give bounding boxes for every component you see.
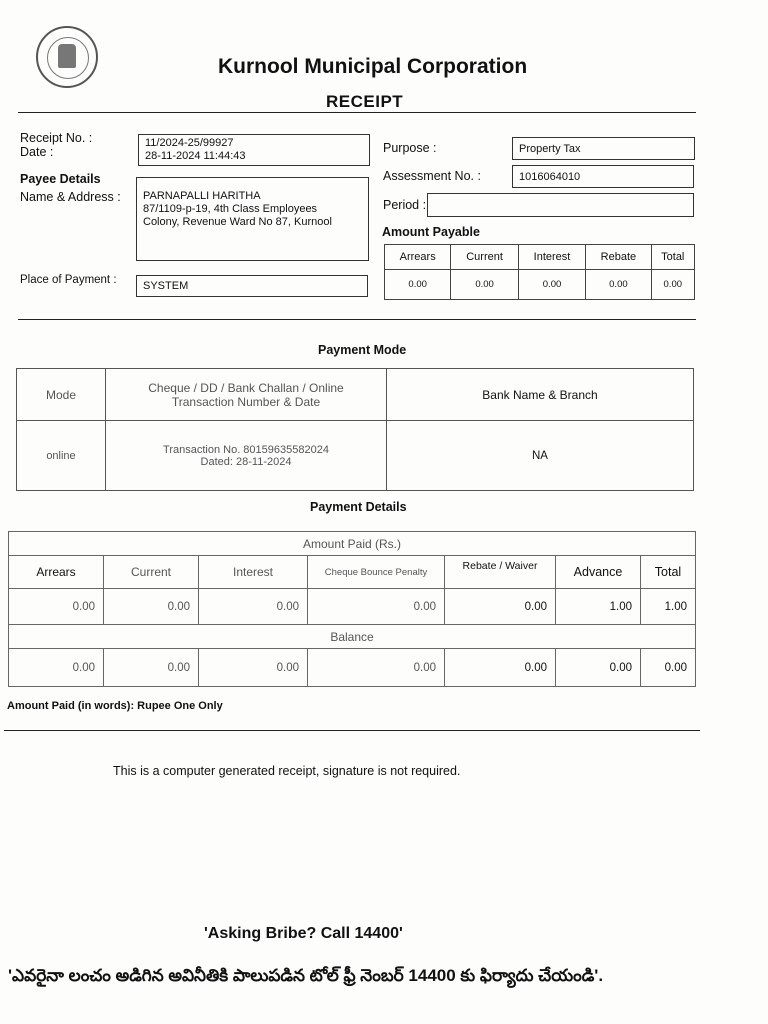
period-value <box>427 193 694 217</box>
ap-value: 0.00 <box>586 270 651 300</box>
txn-date: Dated: 28-11-2024 <box>200 455 292 468</box>
amount-paid-heading: Amount Paid (Rs.) <box>9 532 696 556</box>
balance-value: 0.00 <box>641 649 696 687</box>
computer-generated-note: This is a computer generated receipt, signature is not required. <box>113 764 461 778</box>
footer-divider <box>4 730 700 731</box>
purpose-label: Purpose : <box>383 141 437 155</box>
ap-header: Interest <box>518 245 585 270</box>
address-line-2: 87/1109-p-19, 4th Class Employees <box>143 203 318 215</box>
txn-header <box>106 369 387 421</box>
place-of-payment-value: SYSTEM <box>136 275 368 297</box>
payment-mode-heading: Payment Mode <box>318 343 407 357</box>
txn-header-line-1: Cheque / DD / Bank Challan / Online <box>148 380 344 395</box>
address-line-1: PARNAPALLI HARITHA <box>143 190 261 202</box>
payment-details-heading: Payment Details <box>310 500 407 514</box>
pd-header: Arrears <box>9 556 104 589</box>
amount-payable-header-row <box>385 245 695 270</box>
amount-payable-value-row <box>385 270 695 300</box>
anti-bribe-notice: 'Asking Bribe? Call 14400' <box>204 925 403 942</box>
ap-header: Arrears <box>385 245 451 270</box>
pd-header: Advance <box>556 556 641 589</box>
receipt-title: RECEIPT <box>326 92 404 111</box>
paid-value: 1.00 <box>556 589 641 625</box>
bank-header: Bank Name & Branch <box>387 369 694 421</box>
paid-value: 0.00 <box>199 589 308 625</box>
address-line-3: Colony, Revenue Ward No 87, Kurnool <box>143 216 332 228</box>
receipt-no-date-box <box>138 134 370 166</box>
amount-payable-heading: Amount Payable <box>382 225 480 239</box>
payment-mode-value-row <box>17 421 694 491</box>
corporation-seal <box>36 26 98 88</box>
ap-value: 0.00 <box>518 270 585 300</box>
balance-heading: Balance <box>9 625 696 649</box>
ap-header: Current <box>451 245 518 270</box>
txn-value <box>106 421 387 491</box>
balance-value: 0.00 <box>445 649 556 687</box>
bank-value: NA <box>387 421 694 491</box>
receipt-no-label: Receipt No. : <box>20 131 93 145</box>
assessment-no-label: Assessment No. : <box>383 169 481 183</box>
receipt-no-value: 11/2024-25/99927 <box>145 137 234 149</box>
paid-value: 1.00 <box>641 589 696 625</box>
section-divider <box>18 319 696 320</box>
anti-bribe-telugu-notice: 'ఎవరైనా లంచం అడిగిన అవినీతికి పాలుపడిన టోల్ ఫ్రీ నెంబర్ 14400 కు ఫిర్యాదు చేయండి'. <box>8 966 604 985</box>
payment-mode-header-row <box>17 369 694 421</box>
ap-header: Total <box>651 245 694 270</box>
ap-header: Rebate <box>586 245 651 270</box>
date-label: Date : <box>20 145 54 159</box>
balance-row <box>9 649 696 687</box>
pd-header: Cheque Bounce Penalty <box>308 556 445 589</box>
balance-value: 0.00 <box>104 649 199 687</box>
amount-paid-heading-row <box>9 532 696 556</box>
payment-details-header-row <box>9 556 696 589</box>
balance-value: 0.00 <box>199 649 308 687</box>
assessment-no-value: 1016064010 <box>512 165 694 188</box>
balance-value: 0.00 <box>556 649 641 687</box>
balance-heading-row <box>9 625 696 649</box>
txn-header-line-2: Transaction Number & Date <box>171 394 321 409</box>
payee-details-heading: Payee Details <box>20 172 101 186</box>
pd-header: Total <box>641 556 696 589</box>
amount-payable-table <box>384 244 695 300</box>
period-label: Period : <box>383 198 427 212</box>
amount-in-words: Amount Paid (in words): Rupee One Only <box>7 700 223 712</box>
txn-number: Transaction No. 80159635582024 <box>163 443 329 456</box>
balance-value: 0.00 <box>9 649 104 687</box>
org-title: Kurnool Municipal Corporation <box>218 55 528 78</box>
paid-value: 0.00 <box>9 589 104 625</box>
ap-value: 0.00 <box>385 270 451 300</box>
name-address-label: Name & Address : <box>20 190 121 204</box>
mode-value: online <box>17 421 106 491</box>
paid-value: 0.00 <box>445 589 556 625</box>
balance-value: 0.00 <box>308 649 445 687</box>
pd-header: Interest <box>199 556 308 589</box>
mode-header: Mode <box>17 369 106 421</box>
place-of-payment-label: Place of Payment : <box>20 274 117 286</box>
header-divider <box>18 112 696 113</box>
amount-paid-row <box>9 589 696 625</box>
paid-value: 0.00 <box>308 589 445 625</box>
pd-header: Rebate / Waiver <box>445 556 556 589</box>
payment-details-table <box>8 531 696 687</box>
ap-value: 0.00 <box>451 270 518 300</box>
date-value: 28-11-2024 11:44:43 <box>145 150 246 162</box>
pd-header: Current <box>104 556 199 589</box>
name-address-box <box>136 177 369 261</box>
ap-value: 0.00 <box>651 270 694 300</box>
paid-value: 0.00 <box>104 589 199 625</box>
payment-mode-table <box>16 368 694 491</box>
purpose-value: Property Tax <box>512 137 695 160</box>
